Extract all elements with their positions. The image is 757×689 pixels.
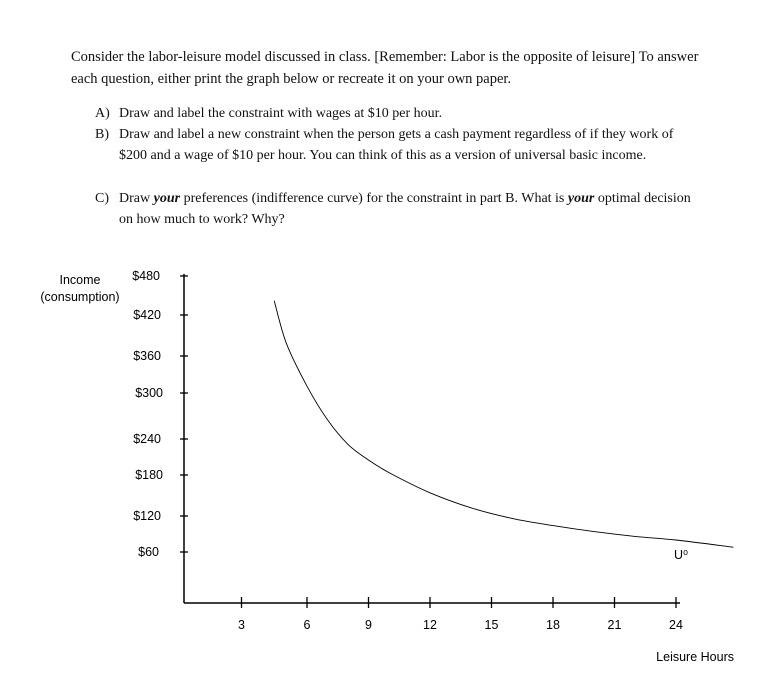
x-tick-label: 24 [669,618,683,632]
x-tick-label: 3 [238,618,245,632]
graph-axes [184,274,680,603]
y-tick-label: $240 [133,432,161,446]
question-c-label: C) [95,191,109,206]
y-axis-title-line1: Income [59,273,101,287]
x-tick-label: 21 [607,618,622,632]
question-c-emphasis-1: your [153,191,181,206]
question-c-text-3: optimal decision on how much to work? Why? [119,191,691,227]
question-a-label: A) [95,106,110,121]
x-tick-label: 6 [303,618,311,632]
question-b-text: Draw and label a new constraint when the person gets a cash payment regardless of if they work of $200 and a wage of $10 per hour. You can think of this as a version of universal basic income. [119,127,674,163]
y-tick-label: $180 [135,468,163,482]
y-tick-label: $420 [133,308,161,322]
y-axis-title-line2: (consumption) [40,290,120,304]
y-axis-ticks [132,269,188,559]
indifference-curve-line [274,301,733,548]
x-axis-title: Leisure Hours [656,650,734,664]
question-c-text-1: Draw [119,191,154,206]
y-tick-label: $480 [132,269,160,283]
y-tick-label: $300 [135,386,163,400]
question-c-emphasis-2: your [567,191,595,206]
indifference-curves [274,301,733,562]
question-b-label: B) [95,127,109,142]
question-a-text: Draw and label the constraint with wages at $10 per hour. [119,106,443,121]
y-tick-label: $360 [133,349,161,363]
question-c-text-2: preferences (indifference curve) for the constraint in part B. What is [180,191,568,206]
intro-paragraph: Consider the labor-leisure model discussed in class. [Remember: Labor is the opposite of leisure] To answer each question, either print the graph below or recreate it on your own paper. [71,49,699,87]
x-tick-label: 9 [365,618,372,632]
indifference-curve-label: U⁰ [673,548,689,562]
x-tick-label: 18 [546,618,560,632]
y-tick-label: $60 [138,545,159,559]
x-tick-label: 12 [423,618,437,632]
y-tick-label: $120 [133,509,161,523]
x-tick-label: 15 [484,618,499,632]
